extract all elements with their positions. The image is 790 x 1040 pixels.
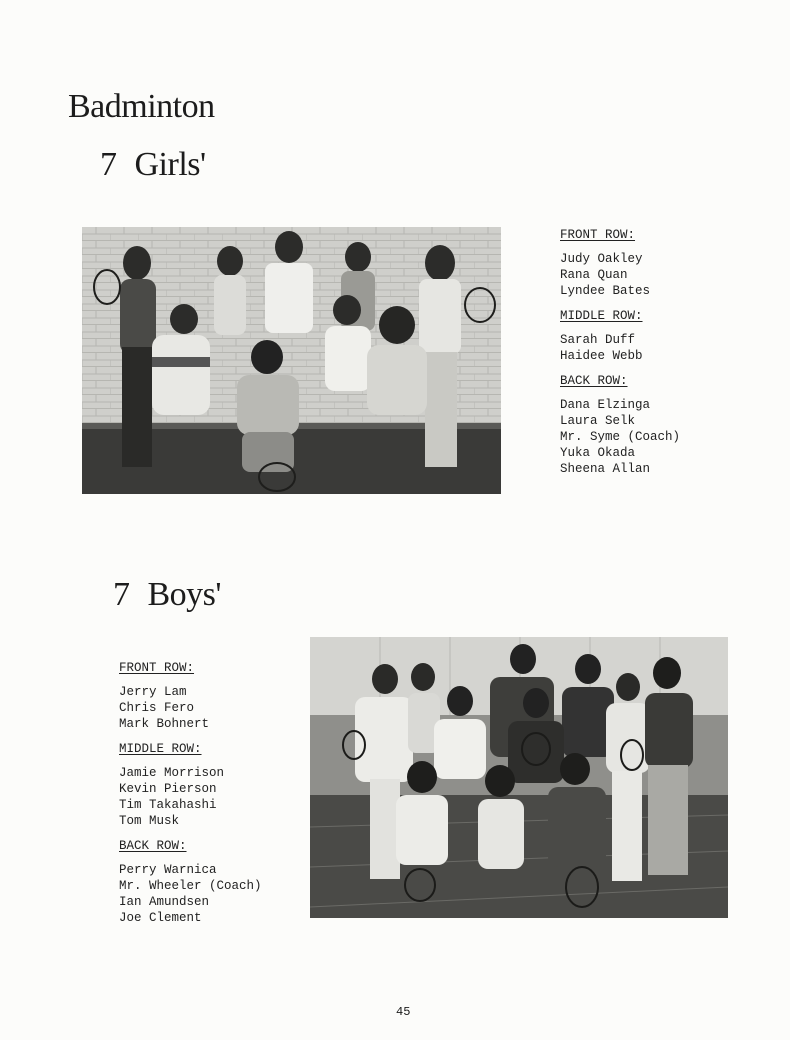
player-name: Dana Elzinga	[560, 398, 651, 412]
boys-middle-row	[119, 741, 262, 829]
player-name: Jamie Morrison	[119, 766, 225, 780]
coach-name: Mr. Wheeler (Coach)	[119, 879, 262, 893]
girls-team-photo	[82, 227, 501, 494]
girls-back-row	[560, 373, 680, 477]
girls-heading-text: Girls'	[134, 146, 206, 183]
row-label: FRONT ROW:	[560, 228, 636, 242]
player-name: Kevin Pierson	[119, 782, 217, 796]
player-name: Ian Amundsen	[119, 895, 210, 909]
page-number: 45	[396, 1005, 411, 1019]
boys-front-row	[119, 660, 262, 732]
row-label: MIDDLE ROW:	[119, 742, 202, 756]
player-name: Mark Bohnert	[119, 717, 210, 731]
girls-front-row	[560, 227, 680, 299]
player-name: Joe Clement	[119, 911, 202, 925]
player-name: Tim Takahashi	[119, 798, 217, 812]
player-name: Yuka Okada	[560, 446, 636, 460]
boys-heading-text: Boys'	[147, 576, 222, 613]
row-label: BACK ROW:	[560, 374, 628, 388]
row-label: FRONT ROW:	[119, 661, 195, 675]
boys-team-photo	[310, 637, 728, 918]
girls-section-heading	[100, 146, 206, 184]
girls-photo-graphic	[82, 227, 501, 494]
player-name: Chris Fero	[119, 701, 195, 715]
boys-photo-graphic	[310, 637, 728, 918]
player-name: Perry Warnica	[119, 863, 217, 877]
player-name: Jerry Lam	[119, 685, 187, 699]
row-label: MIDDLE ROW:	[560, 309, 643, 323]
boys-grade: 7	[113, 576, 130, 613]
player-name: Laura Selk	[560, 414, 636, 428]
boys-back-row	[119, 838, 262, 926]
player-name: Judy Oakley	[560, 252, 643, 266]
player-name: Rana Quan	[560, 268, 628, 282]
boys-roster	[119, 660, 262, 935]
row-label: BACK ROW:	[119, 839, 187, 853]
player-name: Sarah Duff	[560, 333, 636, 347]
girls-roster	[560, 227, 680, 486]
player-name: Sheena Allan	[560, 462, 651, 476]
boys-section-heading	[113, 576, 221, 614]
girls-grade: 7	[100, 146, 117, 183]
page-title: Badminton	[68, 88, 215, 125]
player-name: Tom Musk	[119, 814, 180, 828]
girls-middle-row	[560, 308, 680, 364]
player-name: Lyndee Bates	[560, 284, 651, 298]
coach-name: Mr. Syme (Coach)	[560, 430, 681, 444]
player-name: Haidee Webb	[560, 349, 643, 363]
